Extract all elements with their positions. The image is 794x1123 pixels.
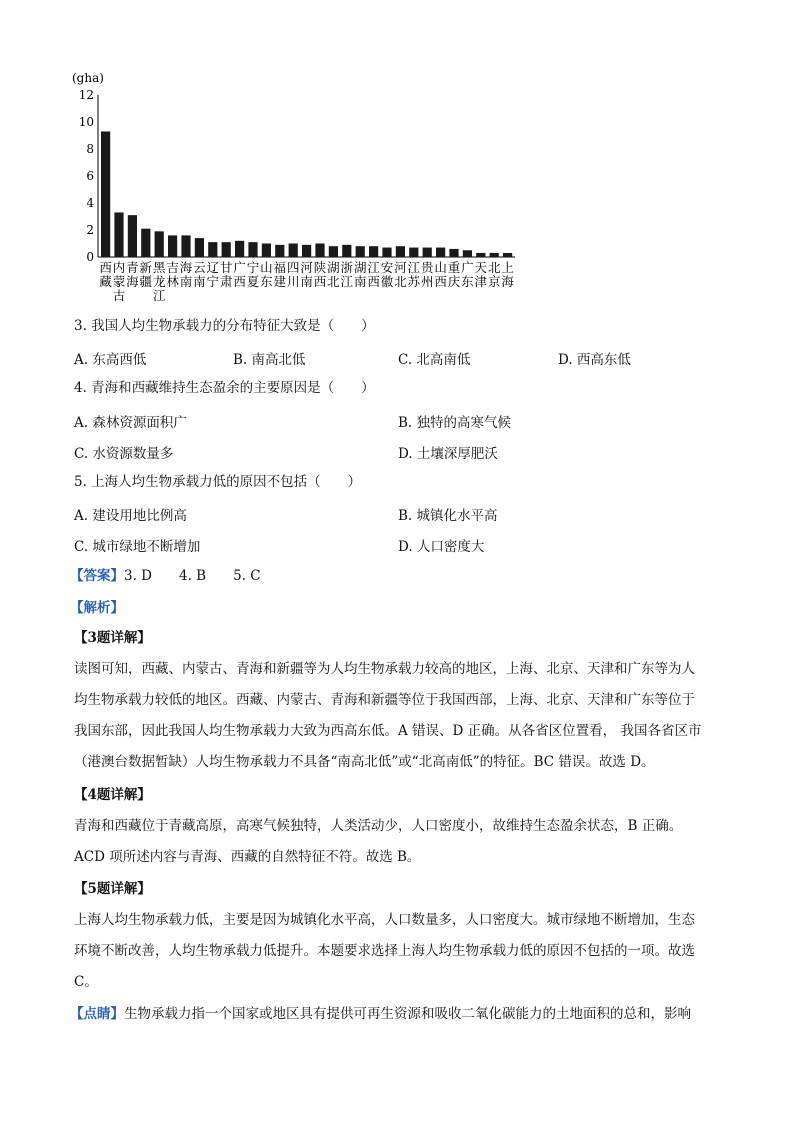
x-tick-label: 夏 <box>246 274 260 289</box>
x-tick-label: 疆 <box>139 274 153 289</box>
answer-text: 3. D 4. B 5. C <box>124 568 261 584</box>
x-tick-label: 湖 <box>327 260 340 275</box>
bar <box>409 248 418 257</box>
x-tick-label: 庆 <box>447 274 461 289</box>
section-4-line: 青海和西藏位于青藏高原，高寒气候独特，人类活动少，人口密度小，故维持生态盈余状态，B 正确。 <box>74 818 683 834</box>
q5-option-c: C. 城市绿地不断增加 <box>74 539 201 555</box>
question-5-stem: 5. 上海人均生物承载力低的原因不包括（ ） <box>74 474 362 490</box>
q5-option-a: A. 建设用地比例高 <box>74 508 187 524</box>
x-tick-label: 安 <box>380 260 394 275</box>
x-tick-label: 北 <box>327 274 340 289</box>
q5-option-d: D. 人口密度大 <box>398 539 485 555</box>
section-5-heading: 【5题详解】 <box>74 881 151 897</box>
x-tick-label: 广 <box>461 260 474 275</box>
answer-line <box>70 566 261 586</box>
x-tick-label: 江 <box>340 274 354 289</box>
x-tick-label: 津 <box>474 274 488 289</box>
y-tick-label: 0 <box>86 250 94 264</box>
q4-option-d: D. 土壤深厚肥沃 <box>398 446 498 462</box>
q4-option-c: C. 水资源数量多 <box>74 446 174 462</box>
x-tick-label: 新 <box>139 260 153 275</box>
x-tick-label: 江 <box>152 288 166 303</box>
bar-chart <box>60 62 530 312</box>
x-tick-label: 东 <box>260 274 273 289</box>
bar <box>503 253 512 257</box>
x-tick-label: 黑 <box>152 260 166 275</box>
bar <box>262 244 271 258</box>
bar <box>289 244 298 258</box>
bar <box>248 242 257 257</box>
bar <box>101 131 110 257</box>
x-tick-label: 西 <box>233 274 246 289</box>
x-tick-label: 河 <box>300 260 313 275</box>
x-tick-label: 吉 <box>166 260 179 275</box>
x-tick-label: 广 <box>233 260 246 275</box>
x-tick-label: 江 <box>367 260 380 275</box>
answer-tag: 【答案】 <box>70 568 124 584</box>
x-tick-label: 苏 <box>407 274 421 289</box>
x-tick-label: 宁 <box>206 274 220 289</box>
section-3-line: 均生物承载力较低的地区。西藏、内蒙古、青海和新疆等位于我国西部，上海、北京、天津和广东等位于 <box>74 692 695 708</box>
y-tick-label: 4 <box>86 196 94 210</box>
bar <box>141 229 150 257</box>
y-tick-label: 6 <box>86 169 94 183</box>
bar <box>302 245 311 257</box>
bar <box>369 246 378 257</box>
section-3-body <box>74 654 734 778</box>
y-tick-label: 8 <box>86 142 94 156</box>
x-tick-label: 北 <box>487 260 501 275</box>
bar <box>382 248 391 257</box>
bar <box>436 248 445 257</box>
dianjing-text: 生物承载力指一个国家或地区具有提供可再生资源和吸收二氧化碳能力的土地面积的总和，影响 <box>124 1006 691 1022</box>
x-tick-label: 南 <box>300 274 313 289</box>
x-tick-label: 古 <box>112 288 126 303</box>
bar <box>396 246 405 257</box>
x-tick-label: 海 <box>179 260 193 275</box>
x-tick-label: 云 <box>193 260 206 275</box>
x-tick-label: 山 <box>434 260 447 275</box>
q4-option-a: A. 森林资源面积广 <box>74 415 187 431</box>
x-tick-label: 蒙 <box>112 274 126 289</box>
x-tick-label: 甘 <box>219 260 233 275</box>
bars-group <box>101 131 512 257</box>
section-3-line: 读图可知，西藏、内蒙古、青海和新疆等为人均生物承载力较高的地区，上海、北京、天津和广东等为人 <box>74 661 695 677</box>
x-tick-label: 福 <box>273 260 287 275</box>
dianjing-line <box>70 1004 691 1024</box>
bar <box>342 245 351 257</box>
bar <box>222 242 231 257</box>
y-tick-label: 10 <box>78 115 94 129</box>
bar <box>181 235 190 257</box>
bar <box>195 238 204 257</box>
x-tick-label: 海 <box>501 274 514 289</box>
bar <box>128 215 137 257</box>
x-tick-label: 东 <box>461 274 474 289</box>
bar <box>356 246 365 257</box>
x-tick-label: 林 <box>166 274 179 289</box>
x-tick-label: 川 <box>286 274 300 289</box>
analysis-tag: 【解析】 <box>70 600 124 616</box>
bar <box>208 242 217 257</box>
question-3-stem: 3. 我国人均生物承载力的分布特征大致是（ ） <box>74 318 375 334</box>
x-tick-label: 宁 <box>246 260 260 275</box>
x-tick-label: 重 <box>447 260 461 275</box>
bar <box>463 250 472 257</box>
x-axis-labels <box>99 260 514 303</box>
bar <box>449 249 458 257</box>
x-tick-label: 贵 <box>420 260 434 275</box>
x-tick-label: 龙 <box>152 274 166 289</box>
q5-option-b: B. 城镇化水平高 <box>398 508 498 524</box>
bar <box>114 212 123 257</box>
x-tick-label: 内 <box>112 260 126 275</box>
x-tick-label: 西 <box>367 274 380 289</box>
x-tick-label: 州 <box>420 274 434 289</box>
x-tick-label: 浙 <box>340 260 354 275</box>
x-tick-label: 南 <box>353 274 367 289</box>
y-tick-label: 12 <box>78 88 94 102</box>
q4-option-b: B. 独特的高寒气候 <box>398 415 512 431</box>
x-tick-label: 海 <box>126 274 139 289</box>
x-tick-label: 上 <box>501 260 514 275</box>
dianjing-tag: 【点睛】 <box>70 1006 124 1022</box>
x-tick-label: 南 <box>193 274 206 289</box>
x-tick-label: 北 <box>394 274 407 289</box>
section-4-line: ACD 项所述内容与青海、西藏的自然特征不符。故选 B。 <box>74 849 421 865</box>
q3-option-a: A. 东高西低 <box>74 352 147 368</box>
bar <box>168 235 177 257</box>
x-tick-label: 青 <box>126 260 139 275</box>
x-tick-label: 河 <box>394 260 407 275</box>
x-tick-label: 天 <box>474 260 488 275</box>
section-4-heading: 【4题详解】 <box>74 787 151 803</box>
x-tick-label: 建 <box>273 274 287 289</box>
x-tick-label: 肃 <box>219 274 233 289</box>
x-tick-label: 山 <box>260 260 273 275</box>
bar <box>235 241 244 257</box>
bar <box>315 244 324 258</box>
x-tick-label: 京 <box>487 274 501 289</box>
x-tick-label: 西 <box>313 274 327 289</box>
y-axis-label: (gha) <box>72 71 104 85</box>
section-5-line: 上海人均生物承载力低，主要是因为城镇化水平高，人口数量多，人口密度大。城市绿地不断增加，生态 <box>74 912 695 928</box>
x-tick-label: 藏 <box>99 274 112 289</box>
section-3-line: （港澳台数据暂缺）人均生物承载力不具备“南高北低”或“北高南低”的特征。BC 错误。故选 D。 <box>74 754 655 770</box>
x-tick-label: 徽 <box>380 274 394 289</box>
x-tick-label: 湖 <box>353 260 367 275</box>
section-3-heading: 【3题详解】 <box>74 630 151 646</box>
y-tick-label: 2 <box>86 223 94 237</box>
bar <box>275 245 284 257</box>
section-4-body <box>74 811 734 873</box>
x-tick-label: 四 <box>286 260 300 275</box>
section-3-line: 我国东部，因此我国人均生物承载力大致为西高东低。A 错误、D 正确。从各省区位置看， 我国各省区市 <box>74 723 702 739</box>
q3-option-d: D. 西高东低 <box>558 352 631 368</box>
section-5-line: C。 <box>74 974 98 990</box>
section-5-line: 环境不断改善，人均生物承载力低提升。本题要求选择上海人均生物承载力低的原因不包括的一项。故选 <box>74 943 695 959</box>
bar <box>329 246 338 257</box>
x-tick-label: 辽 <box>206 260 220 275</box>
section-5-body <box>74 905 734 998</box>
q3-option-b: B. 南高北低 <box>233 352 306 368</box>
bar <box>490 253 499 257</box>
x-tick-label: 西 <box>434 274 447 289</box>
x-tick-label: 江 <box>407 260 421 275</box>
x-tick-label: 南 <box>179 274 193 289</box>
bar <box>476 253 485 257</box>
q3-option-c: C. 北高南低 <box>398 352 471 368</box>
bar <box>155 231 164 257</box>
bar <box>423 248 432 257</box>
y-axis-ticks <box>79 88 95 264</box>
question-4-stem: 4. 青海和西藏维持生态盈余的主要原因是（ ） <box>74 380 375 396</box>
x-tick-label: 西 <box>99 260 112 275</box>
x-tick-label: 陕 <box>313 260 327 275</box>
